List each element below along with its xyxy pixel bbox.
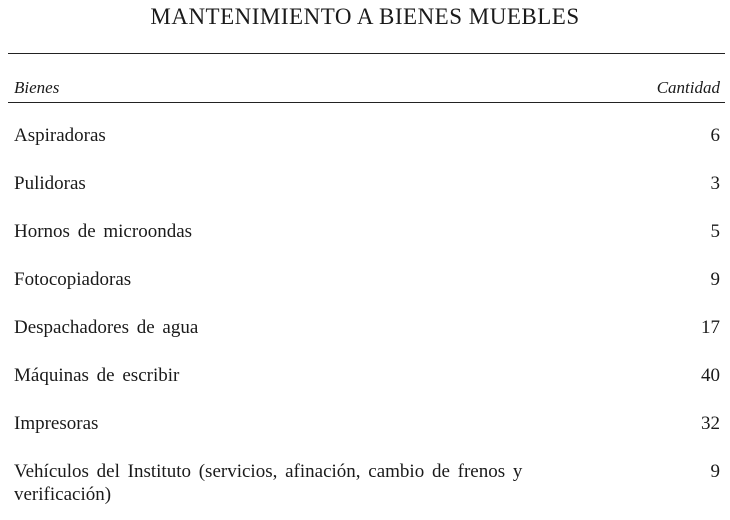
row-label: Aspiradoras [14, 125, 106, 146]
row-label: Despachadores de agua [14, 317, 199, 338]
table-row [14, 412, 720, 460]
row-label: Máquinas de escribir [14, 365, 180, 386]
header-bienes: Bienes [14, 78, 60, 97]
table-row [14, 364, 720, 412]
row-label: Vehículos del Instituto (servicios, afinación, cambio de frenos y verificación) [14, 461, 523, 505]
row-label: Impresoras [14, 413, 99, 434]
table-row [14, 172, 720, 220]
table-row [14, 460, 720, 510]
table-row [14, 220, 720, 268]
table-body [14, 124, 720, 510]
row-quantity: 17 [701, 317, 720, 338]
table-title: MANTENIMIENTO A BIENES MUEBLES [150, 4, 580, 29]
table-row [14, 268, 720, 316]
row-quantity: 9 [710, 269, 720, 290]
row-quantity: 5 [710, 221, 720, 242]
row-quantity: 3 [710, 173, 720, 194]
header-cantidad: Cantidad [656, 78, 720, 97]
row-quantity: 40 [701, 365, 720, 386]
row-quantity: 32 [701, 413, 720, 434]
table-row [14, 316, 720, 364]
top-rule [8, 53, 725, 54]
header-rule [8, 102, 725, 103]
row-label: Hornos de microondas [14, 221, 193, 242]
table-header [14, 78, 720, 100]
row-label: Fotocopiadoras [14, 269, 132, 290]
row-quantity: 9 [710, 461, 720, 482]
table-row [14, 124, 720, 172]
row-label: Pulidoras [14, 173, 86, 194]
row-quantity: 6 [710, 125, 720, 146]
